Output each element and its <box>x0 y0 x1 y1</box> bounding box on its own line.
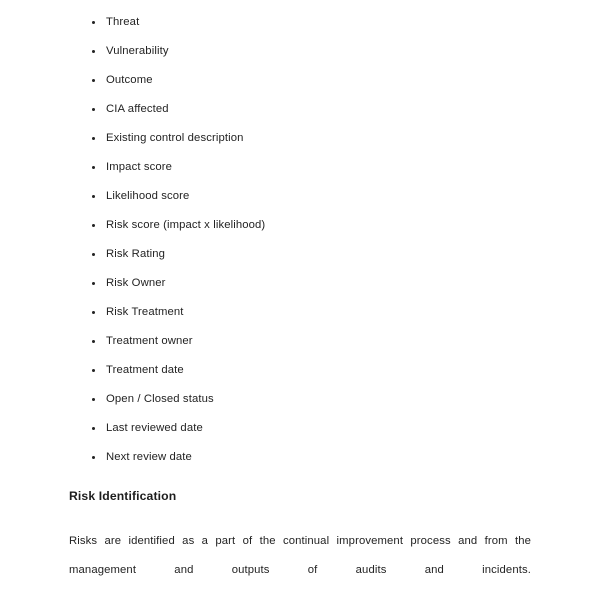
list-item <box>0 327 600 356</box>
bullet-dot-icon <box>92 166 95 169</box>
bullet-dot-icon <box>92 224 95 227</box>
list-item <box>0 8 600 37</box>
list-item <box>0 124 600 153</box>
list-item-label: Risk score (impact x likelihood) <box>106 219 266 231</box>
risk-attributes-list <box>0 8 600 472</box>
bullet-dot-icon <box>92 282 95 285</box>
list-item <box>0 240 600 269</box>
bullet-dot-icon <box>92 50 95 53</box>
list-item-label: Last reviewed date <box>106 422 203 434</box>
list-item <box>0 37 600 66</box>
list-item <box>0 211 600 240</box>
bullet-dot-icon <box>92 253 95 256</box>
bullet-dot-icon <box>92 456 95 459</box>
bullet-dot-icon <box>92 79 95 82</box>
list-item-label: Risk Rating <box>106 248 166 260</box>
list-item-label: Treatment date <box>106 364 184 376</box>
list-item <box>0 95 600 124</box>
bullet-dot-icon <box>92 340 95 343</box>
list-item <box>0 443 600 472</box>
list-item-label: Threat <box>106 16 140 28</box>
list-item <box>0 66 600 95</box>
bullet-dot-icon <box>92 21 95 24</box>
risk-identification-paragraph: Risks are identified as a part of the continual improvement process and from the management and outputs of audits and incidents. <box>69 535 531 576</box>
list-item-label: Outcome <box>106 74 153 86</box>
list-item-label: CIA affected <box>106 103 169 115</box>
list-item-label: Impact score <box>106 161 173 173</box>
bullet-dot-icon <box>92 108 95 111</box>
list-item-label: Next review date <box>106 451 192 463</box>
bullet-dot-icon <box>92 427 95 430</box>
list-item-label: Risk Owner <box>106 277 166 289</box>
list-item <box>0 298 600 327</box>
list-item-label: Treatment owner <box>106 335 193 347</box>
list-item-label: Likelihood score <box>106 190 190 202</box>
bullet-dot-icon <box>92 398 95 401</box>
bullet-dot-icon <box>92 137 95 140</box>
list-item-label: Existing control description <box>106 132 244 144</box>
list-item <box>0 356 600 385</box>
list-item <box>0 414 600 443</box>
list-item-label: Open / Closed status <box>106 393 214 405</box>
list-item <box>0 269 600 298</box>
list-item-label: Risk Treatment <box>106 306 184 318</box>
section-heading-risk-identification: Risk Identification <box>69 489 177 503</box>
list-item <box>0 153 600 182</box>
list-item <box>0 385 600 414</box>
list-item <box>0 182 600 211</box>
bullet-dot-icon <box>92 311 95 314</box>
list-item-label: Vulnerability <box>106 45 169 57</box>
bullet-dot-icon <box>92 369 95 372</box>
bullet-dot-icon <box>92 195 95 198</box>
